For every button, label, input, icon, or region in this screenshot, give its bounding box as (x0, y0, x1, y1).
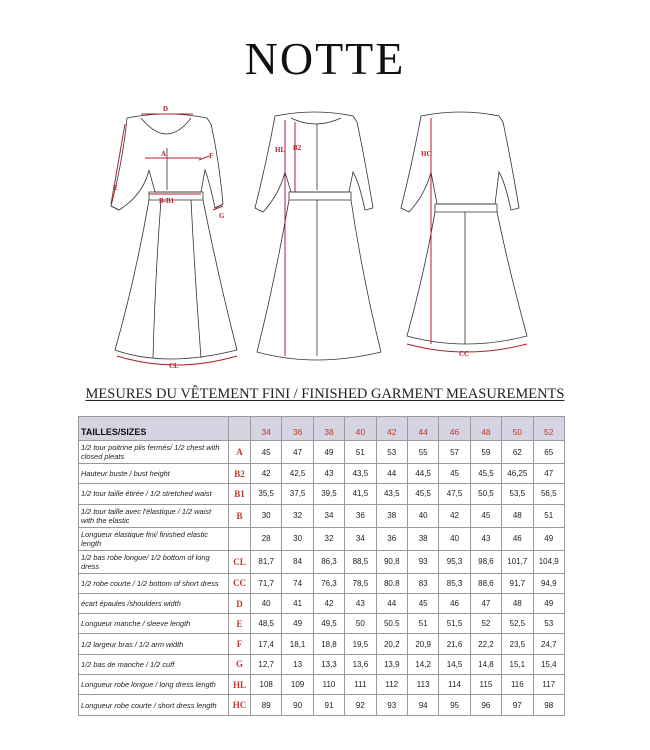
measurement-value: 24,7 (533, 634, 564, 654)
measurement-label: 1/2 bas robe longue/ 1/2 bottom of long dress (79, 550, 229, 573)
measurement-value: 95,3 (439, 550, 470, 573)
measurements-heading: MESURES DU VÊTEMENT FINI / FINISHED GARMENT MEASUREMENTS (85, 386, 565, 402)
measurement-value: 42 (251, 464, 282, 484)
measurement-value: 94 (407, 695, 438, 715)
label-b-b1: B-B1 (159, 197, 175, 205)
measurement-value: 48 (502, 504, 533, 527)
measurement-code: B1 (229, 484, 251, 504)
measurement-value: 42 (439, 504, 470, 527)
size-header: 40 (345, 417, 376, 441)
measurement-value: 32 (282, 504, 313, 527)
size-header: 48 (470, 417, 501, 441)
measurement-value: 90 (282, 695, 313, 715)
measurement-code: E (229, 614, 251, 634)
size-header: 42 (376, 417, 407, 441)
measurement-value: 117 (533, 675, 564, 695)
size-header: 34 (251, 417, 282, 441)
label-b2: B2 (293, 144, 302, 152)
label-a: A (161, 150, 167, 158)
measurement-value: 95 (439, 695, 470, 715)
table-row (79, 550, 565, 573)
measurement-value: 56,5 (533, 484, 564, 504)
measurement-value: 51 (345, 441, 376, 464)
measurement-value: 88,6 (470, 573, 501, 593)
measurement-value: 21,6 (439, 634, 470, 654)
measurement-value: 76,3 (313, 573, 344, 593)
measurement-label: 1/2 tour poitrine plis fermés/ 1/2 chest with closed pleats (79, 441, 229, 464)
measurement-value: 47,5 (439, 484, 470, 504)
measurement-value: 53 (376, 441, 407, 464)
measurement-value: 15,1 (502, 654, 533, 674)
measurement-value: 37,5 (282, 484, 313, 504)
measurement-value: 18,1 (282, 634, 313, 654)
dress-back-long-drawing (255, 112, 381, 360)
measurement-value: 114 (439, 675, 470, 695)
table-row (79, 464, 565, 484)
label-g: G (219, 212, 225, 220)
measurement-value: 14,2 (407, 654, 438, 674)
measurement-value: 93 (376, 695, 407, 715)
measurement-code: A (229, 441, 251, 464)
table-row (79, 504, 565, 527)
measurement-value: 88,5 (345, 550, 376, 573)
measurement-value: 98,6 (470, 550, 501, 573)
measurement-value: 19,5 (345, 634, 376, 654)
measurement-value: 40 (439, 527, 470, 550)
measurement-value: 49 (533, 527, 564, 550)
measurement-value: 13,3 (313, 654, 344, 674)
measurement-value: 12,7 (251, 654, 282, 674)
measurement-value: 18,8 (313, 634, 344, 654)
measurement-value: 46 (439, 593, 470, 613)
measurement-value: 20,2 (376, 634, 407, 654)
measurement-value: 32 (313, 527, 344, 550)
label-hc: HC (421, 150, 432, 158)
table-row (79, 573, 565, 593)
label-f: F (209, 152, 214, 160)
measurement-value: 47 (282, 441, 313, 464)
table-row (79, 675, 565, 695)
code-header (229, 417, 251, 441)
measurement-value: 40 (251, 593, 282, 613)
measurement-value: 14,5 (439, 654, 470, 674)
measurement-value: 62 (502, 441, 533, 464)
measurement-label: 1/2 bas de manche / 1/2 cuff (79, 654, 229, 674)
measurement-value: 41 (282, 593, 313, 613)
measurement-value: 28 (251, 527, 282, 550)
measurement-value: 81,7 (251, 550, 282, 573)
measurement-value: 35,5 (251, 484, 282, 504)
measurement-value: 40 (407, 504, 438, 527)
measurement-value: 34 (313, 504, 344, 527)
measurement-value: 85,3 (439, 573, 470, 593)
measurement-code: G (229, 654, 251, 674)
size-header: 44 (407, 417, 438, 441)
sizes-title: TAILLES/SIZES (79, 417, 229, 441)
measurement-value: 84 (282, 550, 313, 573)
measurement-value: 30 (282, 527, 313, 550)
measurement-value: 38 (407, 527, 438, 550)
measurement-value: 90,8 (376, 550, 407, 573)
label-e: E (113, 184, 118, 192)
measurement-value: 110 (313, 675, 344, 695)
measurement-value: 22,2 (470, 634, 501, 654)
size-header: 50 (502, 417, 533, 441)
size-header: 52 (533, 417, 564, 441)
measurement-value: 41,5 (345, 484, 376, 504)
measurement-code: HL (229, 675, 251, 695)
size-header: 46 (439, 417, 470, 441)
measurement-value: 13 (282, 654, 313, 674)
measurement-value: 30 (251, 504, 282, 527)
measurement-code: CL (229, 550, 251, 573)
measurement-value: 45 (407, 593, 438, 613)
measurements-table (78, 416, 565, 716)
size-header: 38 (313, 417, 344, 441)
measurement-value: 94,9 (533, 573, 564, 593)
size-header: 36 (282, 417, 313, 441)
measurement-value: 17,4 (251, 634, 282, 654)
measurement-code: HC (229, 695, 251, 715)
measurement-value: 38 (376, 504, 407, 527)
measurement-value: 112 (376, 675, 407, 695)
table-row (79, 593, 565, 613)
measurement-value: 45 (439, 464, 470, 484)
measurement-value: 44 (376, 593, 407, 613)
measurement-value: 98 (533, 695, 564, 715)
measurement-value: 53 (533, 614, 564, 634)
table-row (79, 441, 565, 464)
measurements-body (79, 441, 565, 716)
measurement-value: 45,5 (470, 464, 501, 484)
measurement-value: 91,7 (502, 573, 533, 593)
measurement-value: 47 (470, 593, 501, 613)
measurement-value: 53,5 (502, 484, 533, 504)
brand-title: NOTTE (244, 33, 406, 84)
measurement-value: 51 (533, 504, 564, 527)
size-header-row (79, 417, 565, 441)
measurement-code: F (229, 634, 251, 654)
measurement-value: 50.5 (376, 614, 407, 634)
measurement-value: 43 (313, 464, 344, 484)
measurement-value: 49,5 (313, 614, 344, 634)
measurement-value: 113 (407, 675, 438, 695)
measurement-value: 86,3 (313, 550, 344, 573)
measurement-value: 109 (282, 675, 313, 695)
measurement-value: 97 (502, 695, 533, 715)
measurement-value: 13,6 (345, 654, 376, 674)
measurement-label: 1/2 tour taille avec l'élastique / 1/2 waist with the elastic (79, 504, 229, 527)
measurement-value: 78,5 (345, 573, 376, 593)
measurement-value: 55 (407, 441, 438, 464)
measurement-value: 36 (345, 504, 376, 527)
measurement-value: 51,5 (439, 614, 470, 634)
measurement-code: D (229, 593, 251, 613)
table-row (79, 527, 565, 550)
measurement-value: 52,5 (502, 614, 533, 634)
label-cl: CL (169, 362, 179, 370)
table-row (79, 614, 565, 634)
label-d: D (163, 105, 169, 113)
measurement-code (229, 527, 251, 550)
measurement-value: 52 (470, 614, 501, 634)
measurement-value: 57 (439, 441, 470, 464)
table-row (79, 695, 565, 715)
measurement-code: B2 (229, 464, 251, 484)
measurement-value: 43,5 (345, 464, 376, 484)
measurement-value: 116 (502, 675, 533, 695)
table-row (79, 654, 565, 674)
measurement-value: 46,25 (502, 464, 533, 484)
dress-front-drawing (111, 105, 237, 370)
measurement-value: 93 (407, 550, 438, 573)
measurement-value: 115 (470, 675, 501, 695)
measurement-label: 1/2 robe courte / 1/2 bottom of short dress (79, 573, 229, 593)
measurement-label: Longueur élastique fini/ finished elastic length (79, 527, 229, 550)
measurement-value: 23,5 (502, 634, 533, 654)
measurement-label: Longueur robe courte / short dress length (79, 695, 229, 715)
measurement-value: 80.8 (376, 573, 407, 593)
measurement-value: 50 (345, 614, 376, 634)
measurement-value: 45,5 (407, 484, 438, 504)
label-hl: HL (275, 146, 286, 154)
measurement-value: 108 (251, 675, 282, 695)
measurement-value: 48,5 (251, 614, 282, 634)
dress-back-short-drawing (401, 112, 527, 358)
measurement-value: 49 (533, 593, 564, 613)
measurement-value: 36 (376, 527, 407, 550)
measurement-value: 51 (407, 614, 438, 634)
measurement-value: 49 (313, 441, 344, 464)
measurement-value: 15,4 (533, 654, 564, 674)
measurement-value: 42 (313, 593, 344, 613)
garment-diagram (95, 100, 545, 370)
measurement-value: 92 (345, 695, 376, 715)
measurement-value: 49 (282, 614, 313, 634)
measurement-code: B (229, 504, 251, 527)
measurement-value: 42,5 (282, 464, 313, 484)
measurement-value: 20,9 (407, 634, 438, 654)
measurement-value: 47 (533, 464, 564, 484)
measurement-label: Longueur robe longue / long dress length (79, 675, 229, 695)
measurement-value: 43,5 (376, 484, 407, 504)
table-row (79, 634, 565, 654)
measurement-value: 14,8 (470, 654, 501, 674)
measurement-value: 44 (376, 464, 407, 484)
measurement-label: 1/2 tour taille étirée / 1/2 stretched waist (79, 484, 229, 504)
measurement-value: 74 (282, 573, 313, 593)
measurement-label: Hauteur buste / bust height (79, 464, 229, 484)
table-row (79, 484, 565, 504)
measurement-value: 101,7 (502, 550, 533, 573)
measurement-value: 43 (345, 593, 376, 613)
measurement-value: 89 (251, 695, 282, 715)
measurement-value: 104,9 (533, 550, 564, 573)
measurement-value: 46 (502, 527, 533, 550)
measurement-value: 48 (502, 593, 533, 613)
measurement-label: Longueur manche / sleeve length (79, 614, 229, 634)
measurement-value: 91 (313, 695, 344, 715)
measurement-value: 39,5 (313, 484, 344, 504)
measurement-value: 50,5 (470, 484, 501, 504)
measurement-value: 59 (470, 441, 501, 464)
measurement-value: 71,7 (251, 573, 282, 593)
measurement-value: 45 (470, 504, 501, 527)
measurement-code: CC (229, 573, 251, 593)
measurement-value: 13,9 (376, 654, 407, 674)
label-cc: CC (459, 350, 470, 358)
measurement-value: 111 (345, 675, 376, 695)
measurement-value: 65 (533, 441, 564, 464)
measurement-value: 34 (345, 527, 376, 550)
measurement-label: 1/2 largeur bras / 1/2 arm width (79, 634, 229, 654)
measurement-value: 96 (470, 695, 501, 715)
measurement-value: 44,5 (407, 464, 438, 484)
measurement-value: 45 (251, 441, 282, 464)
measurement-label: écart épaules /shoulders width (79, 593, 229, 613)
measurement-value: 43 (470, 527, 501, 550)
measurement-value: 83 (407, 573, 438, 593)
